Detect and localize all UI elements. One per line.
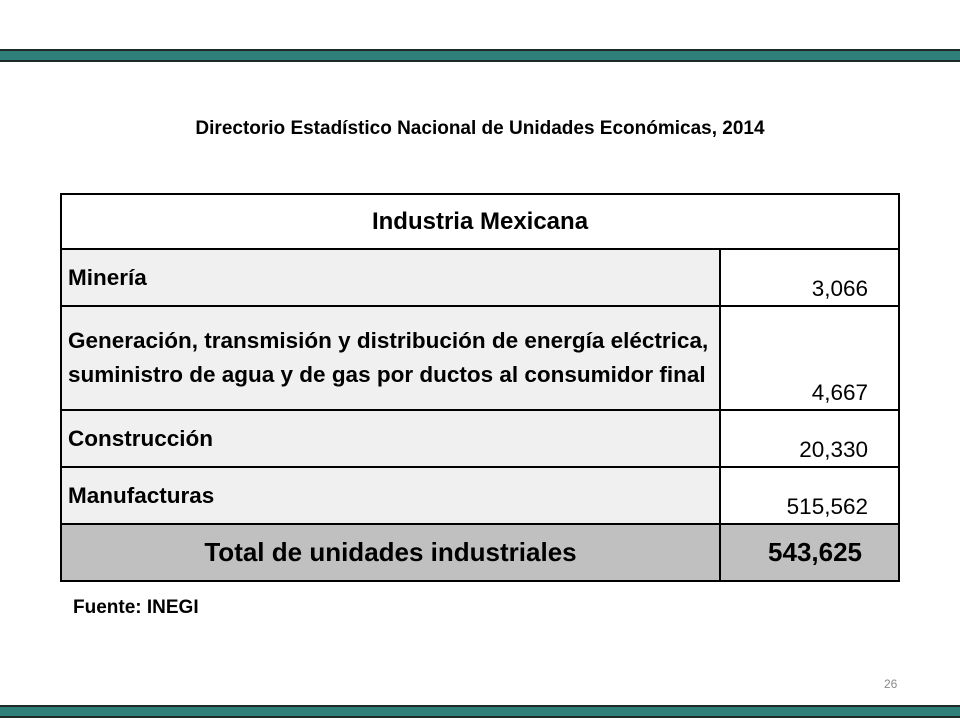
row-label-mineria: Minería — [61, 249, 720, 306]
bottom-accent-bar — [0, 705, 960, 718]
row-value-construccion: 20,330 — [720, 410, 899, 467]
row-value-mineria: 3,066 — [720, 249, 899, 306]
table-header: Industria Mexicana — [61, 194, 899, 249]
row-label-construccion: Construcción — [61, 410, 720, 467]
total-row — [61, 524, 899, 581]
table-row — [61, 410, 899, 467]
slide-title: Directorio Estadístico Nacional de Unidades Económicas, 2014 — [195, 118, 765, 139]
table-row — [61, 249, 899, 306]
table-row — [61, 306, 899, 410]
row-label-generacion: Generación, transmisión y distribución de energía eléctrica, suministro de agua y de gas por ductos al consumidor final — [61, 306, 720, 410]
page-number: 26 — [884, 677, 898, 691]
row-value-generacion: 4,667 — [720, 306, 899, 410]
table-row — [61, 467, 899, 524]
row-label-manufacturas: Manufacturas — [61, 467, 720, 524]
total-label: Total de unidades industriales — [61, 524, 720, 581]
industry-table — [60, 193, 900, 582]
total-value: 543,625 — [720, 524, 899, 581]
top-accent-bar — [0, 49, 960, 62]
row-value-manufacturas: 515,562 — [720, 467, 899, 524]
source-note: Fuente: INEGI — [73, 597, 199, 618]
